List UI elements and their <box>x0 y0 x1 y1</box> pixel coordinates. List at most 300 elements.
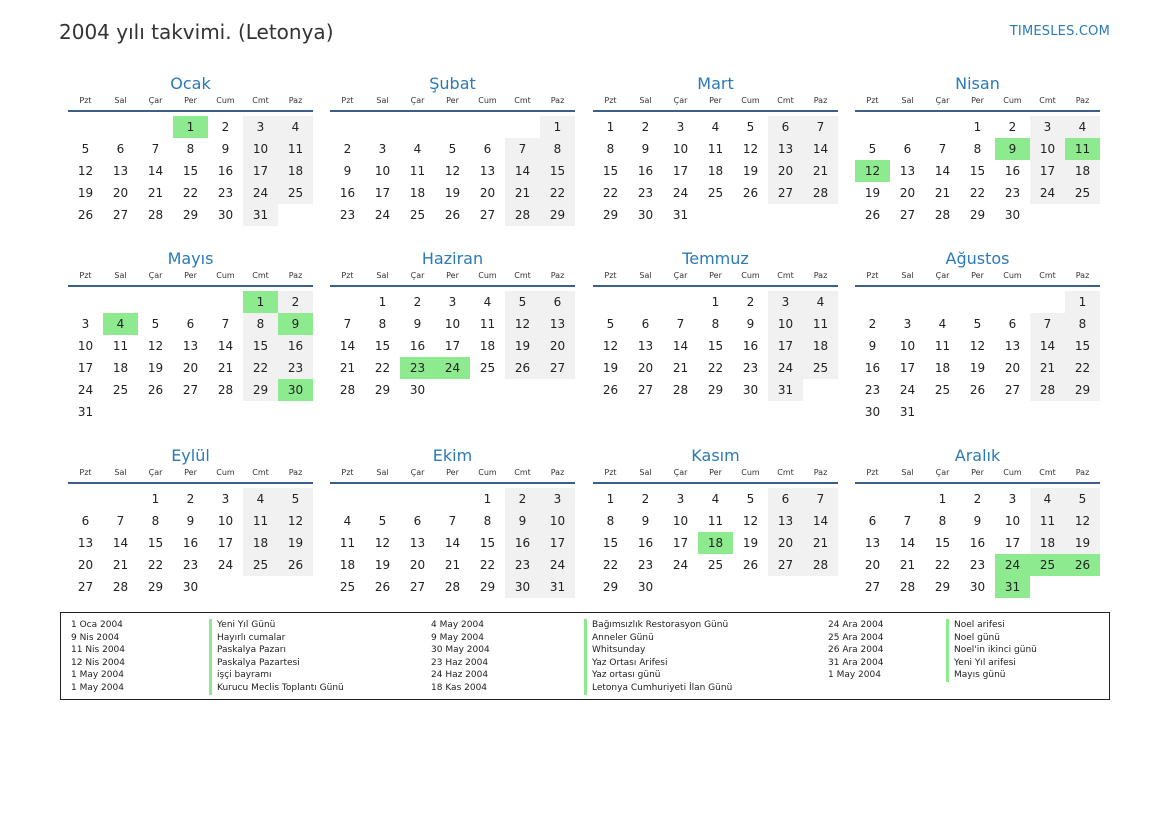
day-cell: 27 <box>1004 383 1021 397</box>
day-cell: 20 <box>479 186 496 200</box>
day-cell: 23 <box>505 554 540 576</box>
day-cell: 17 <box>217 536 234 550</box>
day-cell: 21 <box>444 558 461 572</box>
empty-day-cell <box>103 116 138 138</box>
day-cell: 7 <box>116 514 125 528</box>
week-row <box>68 204 313 226</box>
holiday-name: Paskalya Pazarı <box>217 645 286 656</box>
week-row <box>68 335 313 357</box>
empty-day-cell <box>1030 401 1065 423</box>
day-cell: 16 <box>217 164 234 178</box>
day-cell: 19 <box>505 335 540 357</box>
day-cell: 25 <box>707 186 724 200</box>
day-cell: 2 <box>505 488 540 510</box>
weekday-label: Sal <box>901 468 914 477</box>
day-cell: 7 <box>505 138 540 160</box>
empty-day-cell <box>400 116 435 138</box>
day-cell: 13 <box>637 339 654 353</box>
holiday-name-column <box>584 619 732 695</box>
empty-day-cell <box>995 291 1030 313</box>
empty-day-cell <box>138 291 173 313</box>
day-cell: 26 <box>147 383 164 397</box>
week-row <box>855 576 1100 598</box>
weekday-label: Cum <box>1003 96 1022 105</box>
day-cell: 8 <box>606 514 615 528</box>
day-cell: 6 <box>186 317 195 331</box>
day-cell: 13 <box>1004 339 1021 353</box>
day-cell: 24 <box>672 186 689 200</box>
day-cell: 11 <box>803 313 838 335</box>
day-cell: 1 <box>378 295 387 309</box>
holiday-name: Whitsunday <box>592 645 646 656</box>
empty-day-cell <box>593 291 628 313</box>
holiday-day-cell: 30 <box>278 379 313 401</box>
day-cell: 19 <box>742 164 759 178</box>
day-cell: 23 <box>217 186 234 200</box>
day-cell: 12 <box>969 339 986 353</box>
holiday-name: Yaz Ortası Arifesi <box>592 657 668 668</box>
month-name: Haziran <box>421 249 484 268</box>
day-cell: 2 <box>278 291 313 313</box>
day-cell: 9 <box>868 339 877 353</box>
day-cell: 11 <box>278 138 313 160</box>
weekday-label: Çar <box>410 96 425 105</box>
weekday-label: Pzt <box>604 96 617 105</box>
day-cell: 8 <box>540 138 575 160</box>
weekday-label: Cum <box>741 96 760 105</box>
empty-day-cell <box>960 291 995 313</box>
day-cell: 31 <box>540 576 575 598</box>
day-cell: 21 <box>899 558 916 572</box>
month-rule <box>68 285 313 287</box>
day-cell: 23 <box>182 558 199 572</box>
day-cell: 2 <box>641 492 650 506</box>
weekday-label: Per <box>446 468 459 477</box>
weekday-label: Cmt <box>252 96 269 105</box>
day-cell: 13 <box>768 138 803 160</box>
empty-day-cell <box>470 379 505 401</box>
day-cell: 27 <box>637 383 654 397</box>
day-cell: 19 <box>742 536 759 550</box>
day-cell: 28 <box>672 383 689 397</box>
day-cell: 27 <box>899 208 916 222</box>
weekday-header <box>855 466 1100 480</box>
day-cell: 23 <box>637 186 654 200</box>
day-cell: 14 <box>1030 335 1065 357</box>
weekday-label: Pzt <box>604 271 617 280</box>
day-cell: 24 <box>217 558 234 572</box>
day-cell: 14 <box>899 536 916 550</box>
day-cell: 29 <box>147 580 164 594</box>
weekday-label: Pzt <box>341 271 354 280</box>
empty-day-cell <box>330 488 365 510</box>
month-rule <box>593 110 838 112</box>
weekday-label: Çar <box>935 96 950 105</box>
weekday-label: Per <box>971 96 984 105</box>
weekday-label: Çar <box>410 468 425 477</box>
weekday-label: Paz <box>813 271 828 280</box>
day-cell: 20 <box>864 558 881 572</box>
week-row <box>330 532 575 554</box>
week-row <box>855 138 1100 160</box>
week-row <box>593 532 838 554</box>
day-cell: 27 <box>768 182 803 204</box>
holiday-name: Hayırlı cumalar <box>217 632 286 643</box>
day-cell: 4 <box>483 295 492 309</box>
holiday-day-cell: 11 <box>1065 138 1100 160</box>
day-cell: 12 <box>444 164 461 178</box>
weekday-label: Pzt <box>79 468 92 477</box>
weekday-label: Çar <box>148 96 163 105</box>
weekday-label: Sal <box>639 271 652 280</box>
month-4 <box>855 74 1100 226</box>
empty-day-cell <box>1065 401 1100 423</box>
holiday-day-cell: 26 <box>1065 554 1100 576</box>
day-cell: 17 <box>768 335 803 357</box>
brand-link[interactable]: TIMESLES.COM <box>1009 24 1110 39</box>
day-cell: 29 <box>1065 379 1100 401</box>
day-cell: 13 <box>409 536 426 550</box>
day-cell: 18 <box>707 164 724 178</box>
holiday-date: 24 Ara 2004 <box>828 620 884 630</box>
day-cell: 7 <box>343 317 352 331</box>
month-12 <box>855 446 1100 598</box>
day-cell: 5 <box>973 317 982 331</box>
day-cell: 14 <box>217 339 234 353</box>
day-cell: 17 <box>1004 536 1021 550</box>
day-cell: 22 <box>147 558 164 572</box>
holiday-name: Anneler Günü <box>592 632 654 643</box>
holiday-date-column <box>71 619 125 695</box>
day-cell: 3 <box>378 142 387 156</box>
day-cell: 29 <box>540 204 575 226</box>
week-row <box>68 313 313 335</box>
day-cell: 16 <box>505 532 540 554</box>
day-cell: 11 <box>339 536 356 550</box>
week-row <box>330 160 575 182</box>
weekday-label: Per <box>709 96 722 105</box>
week-row <box>330 335 575 357</box>
weekday-label: Paz <box>288 468 303 477</box>
day-cell: 18 <box>934 361 951 375</box>
day-cell: 24 <box>899 383 916 397</box>
day-cell: 6 <box>1008 317 1017 331</box>
day-cell: 11 <box>707 514 724 528</box>
week-row <box>330 576 575 598</box>
holiday-name: Yeni Yıl arifesi <box>954 657 1016 668</box>
day-cell: 17 <box>243 160 278 182</box>
day-cell: 17 <box>540 532 575 554</box>
day-cell: 26 <box>77 208 94 222</box>
weekday-label: Pzt <box>341 468 354 477</box>
empty-day-cell <box>803 576 838 598</box>
weekday-label: Sal <box>114 468 127 477</box>
empty-day-cell <box>803 379 838 401</box>
day-cell: 2 <box>746 295 755 309</box>
day-cell: 4 <box>711 492 720 506</box>
holiday-name: Noel'in ikinci günü <box>954 645 1037 656</box>
day-cell: 9 <box>641 142 650 156</box>
day-cell: 13 <box>479 164 496 178</box>
day-cell: 31 <box>243 204 278 226</box>
empty-day-cell <box>1030 291 1065 313</box>
day-cell: 18 <box>339 558 356 572</box>
day-cell: 22 <box>934 558 951 572</box>
weekday-label: Per <box>446 271 459 280</box>
weekday-label: Sal <box>639 96 652 105</box>
day-cell: 12 <box>278 510 313 532</box>
month-name: Aralık <box>954 446 1001 465</box>
month-rule <box>855 482 1100 484</box>
weekday-label: Per <box>971 271 984 280</box>
day-cell: 18 <box>803 335 838 357</box>
day-cell: 4 <box>1030 488 1065 510</box>
empty-day-cell <box>330 291 365 313</box>
day-cell: 18 <box>112 361 129 375</box>
weekday-label: Sal <box>639 468 652 477</box>
day-cell: 22 <box>1065 357 1100 379</box>
day-cell: 26 <box>602 383 619 397</box>
day-cell: 23 <box>278 357 313 379</box>
holiday-date: 1 Oca 2004 <box>71 620 123 630</box>
weekday-label: Paz <box>550 271 565 280</box>
day-cell: 9 <box>641 514 650 528</box>
day-cell: 1 <box>973 120 982 134</box>
day-cell: 16 <box>969 536 986 550</box>
day-cell: 1 <box>938 492 947 506</box>
day-cell: 16 <box>1004 164 1021 178</box>
weekday-label: Cmt <box>777 96 794 105</box>
day-cell: 10 <box>243 138 278 160</box>
day-cell: 15 <box>479 536 496 550</box>
empty-day-cell <box>855 116 890 138</box>
weekday-label: Paz <box>550 468 565 477</box>
week-row <box>855 204 1100 226</box>
day-cell: 16 <box>637 536 654 550</box>
week-row <box>68 291 313 313</box>
month-9 <box>68 446 313 598</box>
day-cell: 23 <box>1004 186 1021 200</box>
weekday-label: Çar <box>148 468 163 477</box>
day-cell: 5 <box>378 514 387 528</box>
weekday-header <box>330 269 575 283</box>
day-cell: 19 <box>77 186 94 200</box>
holiday-date: 23 Haz 2004 <box>431 657 489 668</box>
day-cell: 29 <box>707 383 724 397</box>
week-row <box>330 291 575 313</box>
day-cell: 28 <box>112 580 129 594</box>
month-name: Ocak <box>170 74 211 93</box>
week-row <box>330 116 575 138</box>
week-row <box>855 116 1100 138</box>
weekday-label: Sal <box>376 96 389 105</box>
day-cell: 10 <box>1030 138 1065 160</box>
day-cell: 6 <box>903 142 912 156</box>
day-cell: 26 <box>444 208 461 222</box>
day-cell: 24 <box>77 383 94 397</box>
month-rule <box>330 482 575 484</box>
day-cell: 13 <box>864 536 881 550</box>
day-cell: 25 <box>278 182 313 204</box>
day-cell: 14 <box>934 164 951 178</box>
month-5 <box>68 249 313 423</box>
day-cell: 13 <box>540 313 575 335</box>
holiday-date-column <box>431 619 490 695</box>
day-cell: 8 <box>151 514 160 528</box>
empty-day-cell <box>365 116 400 138</box>
weekday-label: Cum <box>741 271 760 280</box>
holiday-name: Letonya Cumhuriyeti İlan Günü <box>592 682 733 693</box>
holiday-day-cell: 9 <box>278 313 313 335</box>
day-cell: 5 <box>1065 488 1100 510</box>
month-name: Nisan <box>955 74 1000 93</box>
day-cell: 22 <box>479 558 496 572</box>
day-cell: 14 <box>505 160 540 182</box>
empty-day-cell <box>925 401 960 423</box>
empty-day-cell <box>925 291 960 313</box>
weekday-label: Cum <box>478 96 497 105</box>
empty-day-cell <box>890 116 925 138</box>
day-cell: 22 <box>182 186 199 200</box>
day-cell: 10 <box>374 164 391 178</box>
day-cell: 9 <box>746 317 755 331</box>
weekday-label: Pzt <box>866 468 879 477</box>
month-rule <box>330 285 575 287</box>
day-cell: 20 <box>112 186 129 200</box>
day-cell: 12 <box>742 142 759 156</box>
day-cell: 15 <box>182 164 199 178</box>
week-row <box>330 488 575 510</box>
weekday-label: Cum <box>1003 468 1022 477</box>
week-row <box>593 379 838 401</box>
day-cell: 10 <box>899 339 916 353</box>
day-cell: 12 <box>147 339 164 353</box>
month-name: Temmuz <box>682 249 749 268</box>
month-name: Mart <box>697 74 734 93</box>
month-name: Eylül <box>171 446 210 465</box>
day-cell: 14 <box>672 339 689 353</box>
day-cell: 20 <box>540 335 575 357</box>
day-cell: 31 <box>768 379 803 401</box>
empty-day-cell <box>855 488 890 510</box>
weekday-label: Cmt <box>777 468 794 477</box>
day-cell: 30 <box>1004 208 1021 222</box>
week-row <box>68 488 313 510</box>
holiday-date-column <box>828 619 883 682</box>
week-row <box>855 313 1100 335</box>
empty-day-cell <box>138 116 173 138</box>
day-cell: 22 <box>969 186 986 200</box>
weekday-label: Cum <box>478 271 497 280</box>
day-cell: 10 <box>77 339 94 353</box>
day-cell: 24 <box>768 357 803 379</box>
weekday-label: Per <box>709 468 722 477</box>
empty-day-cell <box>103 401 138 423</box>
holiday-day-cell: 4 <box>103 313 138 335</box>
day-cell: 5 <box>151 317 160 331</box>
month-11 <box>593 446 838 598</box>
day-cell: 21 <box>803 532 838 554</box>
holiday-name: işçi bayramı <box>217 670 272 681</box>
day-cell: 10 <box>540 510 575 532</box>
weekday-header <box>593 466 838 480</box>
weekday-header <box>68 466 313 480</box>
weekday-label: Pzt <box>341 96 354 105</box>
holiday-day-cell: 1 <box>243 291 278 313</box>
day-cell: 31 <box>77 405 94 419</box>
day-cell: 23 <box>864 383 881 397</box>
week-row <box>855 532 1100 554</box>
day-cell: 4 <box>938 317 947 331</box>
empty-day-cell <box>768 576 803 598</box>
day-cell: 30 <box>217 208 234 222</box>
month-rule <box>68 482 313 484</box>
day-cell: 22 <box>243 357 278 379</box>
day-cell: 27 <box>409 580 426 594</box>
day-cell: 2 <box>1008 120 1017 134</box>
day-cell: 12 <box>505 313 540 335</box>
holiday-name: Kurucu Meclis Toplantı Günü <box>217 682 344 693</box>
weekday-label: Çar <box>673 96 688 105</box>
weekday-header <box>593 94 838 108</box>
day-cell: 13 <box>77 536 94 550</box>
weekday-label: Pzt <box>866 96 879 105</box>
week-row <box>68 532 313 554</box>
day-cell: 29 <box>602 580 619 594</box>
weekday-label: Per <box>709 271 722 280</box>
empty-day-cell <box>505 379 540 401</box>
day-cell: 14 <box>112 536 129 550</box>
day-cell: 7 <box>803 488 838 510</box>
day-cell: 3 <box>903 317 912 331</box>
day-cell: 10 <box>768 313 803 335</box>
day-cell: 13 <box>182 339 199 353</box>
day-cell: 25 <box>479 361 496 375</box>
holiday-day-cell: 25 <box>1030 554 1065 576</box>
empty-day-cell <box>278 401 313 423</box>
day-cell: 26 <box>374 580 391 594</box>
weekday-label: Cmt <box>514 468 531 477</box>
holiday-name: Paskalya Pazartesi <box>217 657 300 668</box>
empty-day-cell <box>68 116 103 138</box>
day-cell: 30 <box>637 580 654 594</box>
day-cell: 5 <box>746 492 755 506</box>
day-cell: 7 <box>221 317 230 331</box>
day-cell: 15 <box>602 536 619 550</box>
month-rule <box>68 110 313 112</box>
day-cell: 2 <box>641 120 650 134</box>
day-cell: 3 <box>221 492 230 506</box>
day-cell: 28 <box>505 204 540 226</box>
day-cell: 21 <box>672 361 689 375</box>
day-cell: 14 <box>803 138 838 160</box>
day-cell: 20 <box>899 186 916 200</box>
day-cell: 22 <box>540 182 575 204</box>
month-rule <box>330 110 575 112</box>
week-row <box>855 357 1100 379</box>
holiday-date: 1 May 2004 <box>71 682 124 693</box>
day-cell: 15 <box>969 164 986 178</box>
month-name: Mayıs <box>167 249 214 268</box>
day-cell: 28 <box>444 580 461 594</box>
empty-day-cell <box>68 291 103 313</box>
day-cell: 25 <box>1065 182 1100 204</box>
day-cell: 18 <box>278 160 313 182</box>
weekday-label: Per <box>184 271 197 280</box>
day-cell: 12 <box>602 339 619 353</box>
month-7 <box>593 249 838 401</box>
day-cell: 9 <box>505 510 540 532</box>
